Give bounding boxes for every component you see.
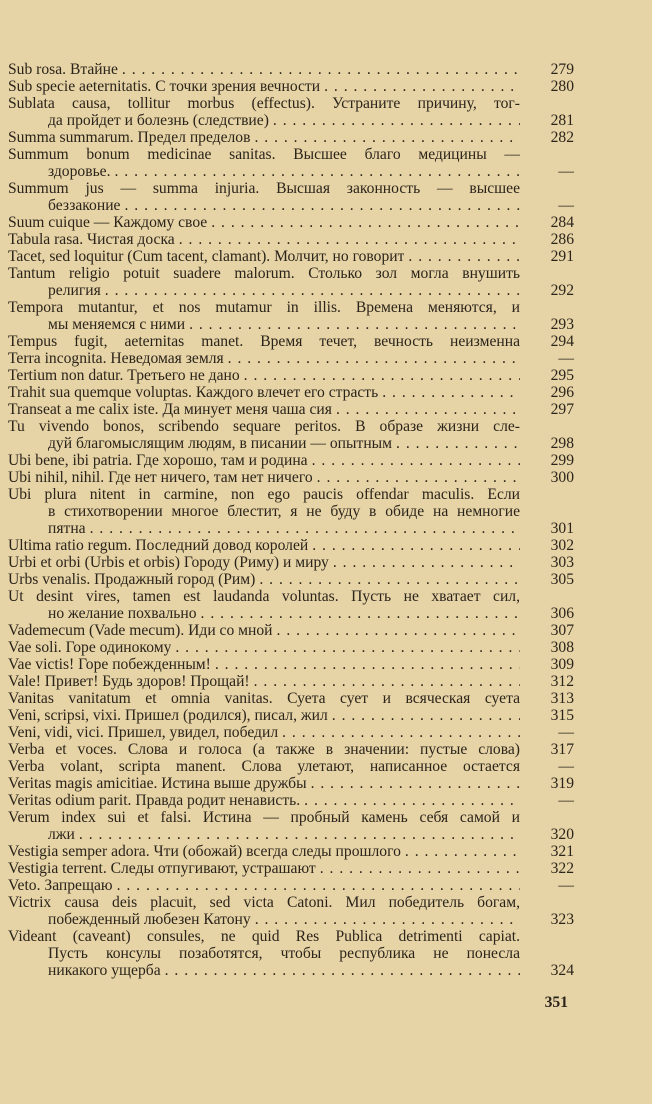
entry-line	[8, 265, 574, 282]
index-entry	[8, 741, 574, 758]
index-entry	[8, 571, 574, 588]
entry-line	[8, 112, 574, 129]
entry-phrase: Vae victis! Горе побежденным!	[8, 656, 211, 673]
entry-page-number: 322	[550, 860, 574, 877]
entry-line	[8, 316, 574, 333]
index-entry	[8, 894, 574, 928]
entry-continuation: здоровье.	[48, 163, 111, 180]
dot-leader	[392, 435, 520, 452]
entry-phrase: Verba volant, scripta manent. Слова улетают, написанное остается	[8, 758, 520, 775]
entry-phrase: Tu vivendo bonos, scribendo sequare peritos. В образе жизни сле-	[8, 418, 520, 435]
entry-page-number: 302	[550, 537, 574, 554]
entry-page-number: 305	[550, 571, 574, 588]
index-entry	[8, 537, 574, 554]
entry-page-number: 279	[550, 61, 574, 78]
dot-leader	[269, 112, 520, 129]
entry-page-number: 286	[550, 231, 574, 248]
entry-continuation: религия	[48, 282, 101, 299]
dot-leader	[251, 911, 520, 928]
entry-line	[8, 333, 574, 350]
index-entry	[8, 860, 574, 877]
dot-leader	[171, 639, 520, 656]
entry-line	[8, 962, 574, 979]
entry-line	[8, 367, 574, 384]
entry-phrase: Victrix causa deis placuit, sed victa Catoni. Мил победитель богам,	[8, 894, 520, 911]
entry-line	[8, 486, 574, 503]
entry-line	[8, 571, 574, 588]
entry-line	[8, 180, 574, 197]
entry-page-number: 319	[550, 775, 574, 792]
entry-page-number: 306	[550, 605, 574, 622]
entry-phrase: Ut desint vires, tamen est laudanda voluntas. Пусть не хватает сил,	[8, 588, 520, 605]
dot-leader	[255, 571, 520, 588]
dot-leader	[273, 622, 520, 639]
entry-page-number: —	[558, 163, 574, 180]
dot-leader	[250, 673, 520, 690]
entry-phrase: Summum jus — summa injuria. Высшая законность — высшее	[8, 180, 520, 197]
entry-page-number: 320	[550, 826, 574, 843]
index-entry	[8, 775, 574, 792]
index-entry	[8, 61, 574, 78]
entry-line	[8, 724, 574, 741]
index-entry	[8, 639, 574, 656]
index-entry	[8, 792, 574, 809]
dot-leader	[185, 316, 520, 333]
dot-leader	[175, 231, 520, 248]
index-entry	[8, 95, 574, 129]
entry-continuation: в стихотворении многое блестит, я не буду в обиде на немногие	[48, 503, 520, 520]
index-entry	[8, 758, 574, 775]
entry-line	[8, 520, 574, 537]
entry-line	[8, 452, 574, 469]
index-entry	[8, 928, 574, 979]
entry-continuation: мы меняемся с ними	[48, 316, 186, 333]
entry-phrase: Tacet, sed loquitur (Cum tacent, clamant). Молчит, но говорит	[8, 248, 405, 265]
entry-page-number: 303	[550, 554, 574, 571]
dot-leader	[120, 197, 520, 214]
index-entry	[8, 401, 574, 418]
entry-phrase: Veni, scripsi, vixi. Пришел (родился), писал, жил	[8, 707, 328, 724]
dot-leader	[378, 384, 520, 401]
index-entry	[8, 707, 574, 724]
index-entry	[8, 214, 574, 231]
entry-page-number: 295	[550, 367, 574, 384]
entry-page-number: 307	[550, 622, 574, 639]
entry-page-number: 309	[550, 656, 574, 673]
entry-line	[8, 384, 574, 401]
index-entry	[8, 690, 574, 707]
entry-page-number: 282	[550, 129, 574, 146]
dot-leader	[316, 860, 520, 877]
entry-line	[8, 129, 574, 146]
entry-line	[8, 843, 574, 860]
entry-line	[8, 860, 574, 877]
entry-line	[8, 639, 574, 656]
entry-line	[8, 792, 574, 809]
index-entry	[8, 656, 574, 673]
entry-phrase: Vale! Привет! Будь здоров! Прощай!	[8, 673, 250, 690]
entry-line	[8, 622, 574, 639]
entry-page-number: —	[558, 792, 574, 809]
entry-page-number: —	[558, 350, 574, 367]
entry-line	[8, 775, 574, 792]
entry-line	[8, 554, 574, 571]
entry-line	[8, 588, 574, 605]
entry-page-number: 321	[550, 843, 574, 860]
entry-phrase: Vestigia terrent. Следы отпугивают, устрашают	[8, 860, 316, 877]
entry-page-number: —	[558, 724, 574, 741]
entry-phrase: Veritas magis amicitiae. Истина выше дружбы	[8, 775, 307, 792]
entry-line	[8, 826, 574, 843]
entry-line	[8, 197, 574, 214]
entry-phrase: Vestigia semper adora. Чти (обожай) всегда следы прошлого	[8, 843, 401, 860]
entry-continuation: беззаконие	[48, 197, 121, 214]
index-entry	[8, 877, 574, 894]
entry-line	[8, 605, 574, 622]
entry-page-number: 292	[550, 282, 574, 299]
entry-phrase: Vae soli. Горе одинокому	[8, 639, 172, 656]
dot-leader	[113, 877, 520, 894]
entry-continuation: побежденный любезен Катону	[48, 911, 251, 928]
index-entry	[8, 248, 574, 265]
entry-phrase: Tempus fugit, aeternitas manet. Время течет, вечность неизменна	[8, 333, 520, 350]
entry-phrase: Tantum religio potuit suadere malorum. Столько зол могла внушить	[8, 265, 520, 282]
entry-page-number: 297	[550, 401, 574, 418]
dot-leader	[118, 61, 520, 78]
entry-continuation: Пусть консулы позаботятся, чтобы республика не понесла	[48, 945, 520, 962]
dot-leader	[207, 214, 520, 231]
entry-line	[8, 214, 574, 231]
index-entry	[8, 367, 574, 384]
dot-leader	[278, 724, 520, 741]
entry-line	[8, 503, 574, 520]
dot-leader	[404, 248, 520, 265]
entry-line	[8, 231, 574, 248]
dot-leader	[307, 775, 520, 792]
entry-continuation: но желание похвально	[48, 605, 197, 622]
entry-page-number: 315	[550, 707, 574, 724]
entry-line	[8, 163, 574, 180]
entry-page-number: 284	[550, 214, 574, 231]
dot-leader	[86, 520, 520, 537]
entry-line	[8, 299, 574, 316]
entry-line	[8, 911, 574, 928]
entry-phrase: Urbi et orbi (Urbis et orbis) Городу (Риму) и миру	[8, 554, 329, 571]
entry-line	[8, 282, 574, 299]
index-entry	[8, 724, 574, 741]
entry-phrase: Sub rosa. Втайне	[8, 61, 118, 78]
entry-phrase: Vademecum (Vade mecum). Иди со мной	[8, 622, 273, 639]
dot-leader	[161, 962, 520, 979]
entry-line	[8, 95, 574, 112]
entry-line	[8, 469, 574, 486]
entry-line	[8, 401, 574, 418]
entry-page-number: 308	[550, 639, 574, 656]
entry-phrase: Veto. Запрещаю	[8, 877, 113, 894]
index-entry	[8, 809, 574, 843]
entry-continuation: да пройдет и болезнь (следствие)	[48, 112, 269, 129]
entry-phrase: Sub specie aeternitatis. С точки зрения вечности	[8, 78, 321, 95]
entry-page-number: 324	[550, 962, 574, 979]
index-entry	[8, 673, 574, 690]
entry-phrase: Suum cuique — Каждому свое	[8, 214, 208, 231]
entry-page-number: 294	[550, 333, 574, 350]
dot-leader	[320, 78, 520, 95]
index-entry	[8, 180, 574, 214]
dot-leader	[240, 367, 520, 384]
entry-line	[8, 656, 574, 673]
entry-line	[8, 435, 574, 452]
dot-leader	[332, 401, 520, 418]
entry-page-number: 300	[550, 469, 574, 486]
dot-leader	[300, 792, 520, 809]
entry-line	[8, 673, 574, 690]
entry-line	[8, 707, 574, 724]
entry-phrase: Ubi plura nitent in carmine, non ego paucis offendar maculis. Если	[8, 486, 520, 503]
index-entry	[8, 299, 574, 333]
entry-phrase: Tabula rasa. Чистая доска	[8, 231, 175, 248]
dot-leader	[211, 656, 520, 673]
entry-page-number: —	[558, 877, 574, 894]
entry-phrase: Trahit sua quemque voluptas. Каждого влечет его страсть	[8, 384, 379, 401]
entry-line	[8, 61, 574, 78]
entry-line	[8, 78, 574, 95]
entry-page-number: 317	[550, 741, 574, 758]
entry-continuation: дуй благомыслящим людям, в писании — опытным	[48, 435, 393, 452]
entry-page-number: 299	[550, 452, 574, 469]
index-entry	[8, 486, 574, 537]
dot-leader	[197, 605, 520, 622]
index-entry	[8, 843, 574, 860]
page-number: 351	[544, 994, 568, 1011]
index-entry	[8, 469, 574, 486]
entry-continuation: пятна	[48, 520, 86, 537]
entry-phrase: Ubi bene, ibi patria. Где хорошо, там и родина	[8, 452, 308, 469]
entry-line	[8, 350, 574, 367]
dot-leader	[313, 469, 520, 486]
dot-leader	[224, 350, 520, 367]
entry-continuation: лжи	[48, 826, 75, 843]
dot-leader	[308, 452, 520, 469]
entry-page-number: 296	[550, 384, 574, 401]
entry-line	[8, 945, 574, 962]
entry-phrase: Urbs venalis. Продажный город (Рим)	[8, 571, 256, 588]
entry-page-number: 301	[550, 520, 574, 537]
dot-leader	[101, 282, 520, 299]
index-entry	[8, 554, 574, 571]
entry-line	[8, 894, 574, 911]
dot-leader	[250, 129, 520, 146]
entry-page-number: 291	[550, 248, 574, 265]
index-entry	[8, 452, 574, 469]
entry-page-number: 280	[550, 78, 574, 95]
entry-phrase: Sublata causa, tollitur morbus (effectus). Устраните причину, тог-	[8, 95, 520, 112]
index-entry	[8, 418, 574, 452]
entry-page-number: 298	[550, 435, 574, 452]
entry-page-number: 312	[550, 673, 574, 690]
entry-phrase: Verum index sui et falsi. Истина — пробный камень себя самой и	[8, 809, 520, 826]
entry-page-number: 293	[550, 316, 574, 333]
entry-phrase: Tempora mutantur, et nos mutamur in illis. Времена меняются, и	[8, 299, 520, 316]
dot-leader	[401, 843, 520, 860]
dot-leader	[75, 826, 520, 843]
entry-line	[8, 741, 574, 758]
dot-leader	[308, 537, 520, 554]
entry-phrase: Veni, vidi, vici. Пришел, увидел, победил	[8, 724, 279, 741]
index-entry	[8, 231, 574, 248]
index-entry	[8, 78, 574, 95]
index-entry	[8, 265, 574, 299]
dot-leader	[329, 554, 520, 571]
entry-phrase: Summa summarum. Предел пределов	[8, 129, 251, 146]
entry-continuation: никакого ущерба	[48, 962, 161, 979]
entry-phrase: Videant (caveant) consules, ne quid Res Publica detrimenti capiat.	[8, 928, 520, 945]
entry-phrase: Verba et voces. Слова и голоса (а также в значении: пустые слова)	[8, 741, 520, 758]
entry-line	[8, 928, 574, 945]
index-entry	[8, 333, 574, 350]
entry-phrase: Vanitas vanitatum et omnia vanitas. Суета сует и всяческая суета	[8, 690, 520, 707]
entry-phrase: Transeat a me calix iste. Да минует меня чаша сия	[8, 401, 332, 418]
index-entry	[8, 622, 574, 639]
index-entry	[8, 384, 574, 401]
entry-line	[8, 690, 574, 707]
entry-phrase: Tertium non datur. Третьего не дано	[8, 367, 240, 384]
index-entry	[8, 588, 574, 622]
entry-phrase: Summum bonum medicinae sanitas. Высшее благо медицины —	[8, 146, 520, 163]
entry-line	[8, 248, 574, 265]
entry-phrase: Veritas odium parit. Правда родит ненависть.	[8, 792, 301, 809]
entry-line	[8, 758, 574, 775]
entry-page-number: —	[558, 197, 574, 214]
index-entry	[8, 146, 574, 180]
entry-line	[8, 146, 574, 163]
entry-phrase: Terra incognita. Неведомая земля	[8, 350, 224, 367]
dot-leader	[111, 163, 521, 180]
entry-page-number: 323	[550, 911, 574, 928]
entry-phrase: Ubi nihil, nihil. Где нет ничего, там нет ничего	[8, 469, 313, 486]
entry-page-number: —	[558, 758, 574, 775]
entry-page-number: 313	[550, 690, 574, 707]
dot-leader	[328, 707, 520, 724]
index-entry	[8, 350, 574, 367]
entry-line	[8, 809, 574, 826]
entry-line	[8, 877, 574, 894]
entry-line	[8, 418, 574, 435]
entry-page-number: 281	[550, 112, 574, 129]
entry-phrase: Ultima ratio regum. Последний довод королей	[8, 537, 309, 554]
index-entry	[8, 129, 574, 146]
entry-line	[8, 537, 574, 554]
index-list	[8, 61, 574, 979]
